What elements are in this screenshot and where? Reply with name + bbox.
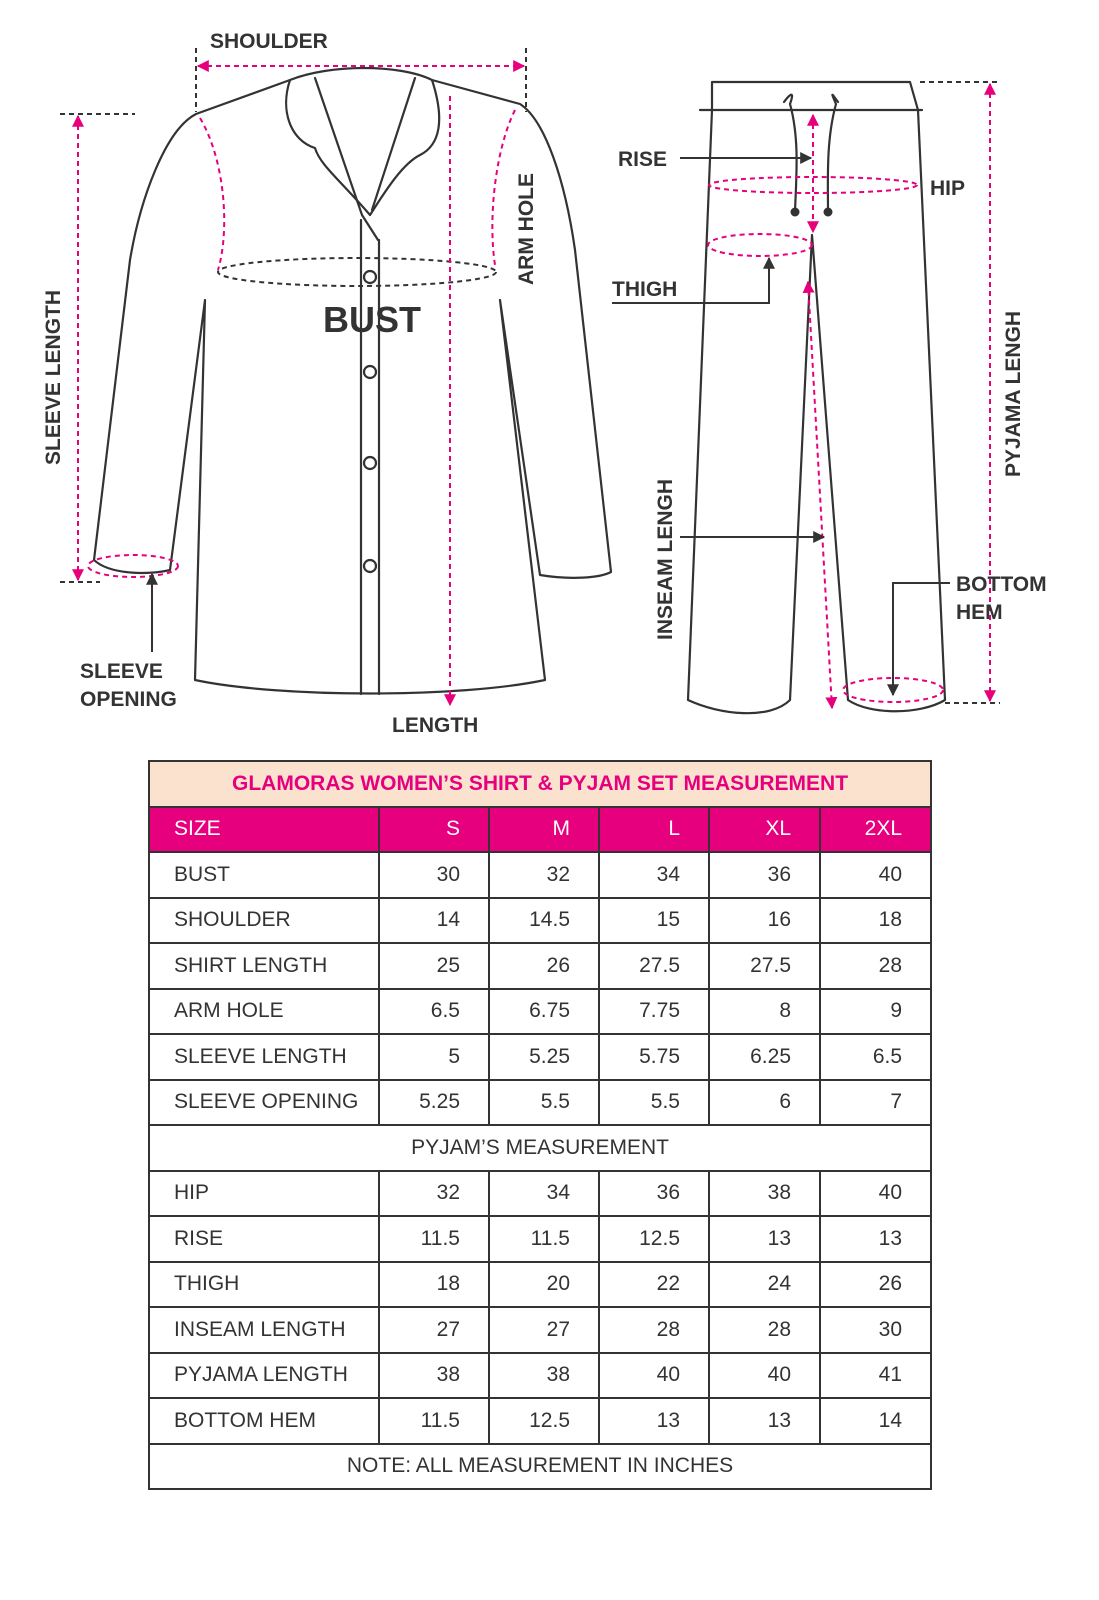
measurement-value-cell: 8 [709,989,820,1035]
measurement-value-cell: 6.25 [709,1034,820,1080]
thigh-label: THIGH [612,278,678,301]
measurement-value-cell: 26 [489,943,599,989]
measurement-value-cell: 40 [599,1353,709,1399]
measurement-value-cell: 40 [820,1171,931,1217]
table-row [149,1034,931,1080]
table-header-row [149,807,931,853]
measurement-value-cell: 12.5 [599,1216,709,1262]
table-row [149,1080,931,1126]
arm-hole-label: ARM HOLE [515,173,538,285]
shirt-lapel-right [372,78,415,210]
measurement-value-cell: 30 [379,852,489,898]
measurement-value-cell: 6.5 [820,1034,931,1080]
table-row [149,943,931,989]
measurement-value-cell: 26 [820,1262,931,1308]
measurement-value-cell: 38 [379,1353,489,1399]
button [364,366,376,378]
table-title: GLAMORAS WOMEN’S SHIRT & PYJAM SET MEASUREMENT [149,761,931,807]
header-size: SIZE [149,807,379,853]
measurement-value-cell: 30 [820,1307,931,1353]
measurement-value-cell: 38 [489,1353,599,1399]
measurement-value-cell: 5.5 [489,1080,599,1126]
table-row [149,1171,931,1217]
table-row [149,1353,931,1399]
header-2xl: 2XL [820,807,931,853]
measurement-value-cell: 36 [709,852,820,898]
measurement-diagram [0,0,1099,760]
measurement-value-cell: 28 [599,1307,709,1353]
measurement-value-cell: 5.75 [599,1034,709,1080]
drawstring-left [784,95,797,212]
button [364,560,376,572]
header-m: M [489,807,599,853]
measurement-value-cell: 13 [599,1398,709,1444]
inseam-length-label: INSEAM LENGH [654,478,677,640]
table-row [149,989,931,1035]
bottom-hem-label-2: HEM [956,601,1003,624]
measurement-name-cell: HIP [149,1171,379,1217]
measurement-name-cell: SHOULDER [149,898,379,944]
measurement-value-cell: 28 [709,1307,820,1353]
table-row [149,1307,931,1353]
measurement-name-cell: SHIRT LENGTH [149,943,379,989]
hip-label: HIP [930,177,966,200]
measurement-name-cell: THIGH [149,1262,379,1308]
measurement-value-cell: 13 [709,1398,820,1444]
measurement-value-cell: 6 [709,1080,820,1126]
measurement-value-cell: 28 [820,943,931,989]
measurement-value-cell: 7.75 [599,989,709,1035]
measurement-value-cell: 16 [709,898,820,944]
measurement-value-cell: 14 [820,1398,931,1444]
sleeve-length-label: SLEEVE LENGTH [42,289,65,465]
measurement-value-cell: 14.5 [489,898,599,944]
measurement-value-cell: 5.5 [599,1080,709,1126]
measurement-name-cell: PYJAMA LENGTH [149,1353,379,1399]
table-title-row [149,761,931,807]
measurement-name-cell: SLEEVE OPENING [149,1080,379,1126]
measurement-value-cell: 27.5 [709,943,820,989]
measurement-name-cell: INSEAM LENGTH [149,1307,379,1353]
drawstring-right [828,95,838,212]
measurement-value-cell: 34 [599,852,709,898]
shirt-collar-outline [286,68,439,215]
header-s: S [379,807,489,853]
measurement-value-cell: 40 [820,852,931,898]
header-l: L [599,807,709,853]
table-row [149,1216,931,1262]
table-row [149,1262,931,1308]
measurement-value-cell: 14 [379,898,489,944]
measurement-value-cell: 6.75 [489,989,599,1035]
shoulder-label: SHOULDER [210,30,328,53]
measurement-value-cell: 38 [709,1171,820,1217]
sleeve-opening-label-2: OPENING [80,688,177,711]
measurement-value-cell: 5.25 [379,1080,489,1126]
rise-label: RISE [618,148,668,171]
measurement-value-cell: 24 [709,1262,820,1308]
measurement-value-cell: 41 [820,1353,931,1399]
length-label: LENGTH [392,714,479,737]
measurement-name-cell: RISE [149,1216,379,1262]
table-row [149,1398,931,1444]
measurement-value-cell: 27.5 [599,943,709,989]
pyjama-section-label-row [149,1125,931,1171]
measurement-value-cell: 5.25 [489,1034,599,1080]
drawstring-end [824,208,833,217]
measurement-name-cell: BOTTOM HEM [149,1398,379,1444]
pyjama-length-label: PYJAMA LENGH [1002,310,1025,477]
measurement-note-row [149,1444,931,1490]
armhole-right-marker [492,110,515,265]
measurement-value-cell: 40 [709,1353,820,1399]
shirt-body-outline [94,80,611,694]
sleeve-opening-label-1: SLEEVE [80,660,163,683]
measurement-value-cell: 13 [820,1216,931,1262]
measurement-value-cell: 11.5 [489,1216,599,1262]
measurement-value-cell: 6.5 [379,989,489,1035]
measurement-value-cell: 22 [599,1262,709,1308]
measurement-value-cell: 32 [379,1171,489,1217]
measurement-value-cell: 34 [489,1171,599,1217]
bottom-hem-label-1: BOTTOM [956,573,1047,596]
measurement-value-cell: 12.5 [489,1398,599,1444]
measurement-value-cell: 25 [379,943,489,989]
shirt-lapel-left [315,78,378,240]
size-chart-table [148,760,932,1490]
measurement-value-cell: 18 [379,1262,489,1308]
measurement-value-cell: 11.5 [379,1216,489,1262]
measurement-value-cell: 5 [379,1034,489,1080]
pyjama-section-label: PYJAM’S MEASUREMENT [149,1125,931,1171]
measurement-value-cell: 18 [820,898,931,944]
measurement-value-cell: 9 [820,989,931,1035]
measurement-note: NOTE: ALL MEASUREMENT IN INCHES [149,1444,931,1490]
measurement-name-cell: BUST [149,852,379,898]
measurement-value-cell: 20 [489,1262,599,1308]
button [364,457,376,469]
table-row [149,852,931,898]
measurement-value-cell: 11.5 [379,1398,489,1444]
measurement-value-cell: 32 [489,852,599,898]
armhole-left-marker [200,118,224,270]
thigh-ellipse [708,234,812,256]
measurement-value-cell: 36 [599,1171,709,1217]
measurement-value-cell: 27 [489,1307,599,1353]
pyjama-illustration [612,82,1047,713]
bust-ellipse [218,258,496,286]
measurement-name-cell: SLEEVE LENGTH [149,1034,379,1080]
shirt-illustration [42,30,611,737]
measurement-value-cell: 27 [379,1307,489,1353]
measurement-value-cell: 7 [820,1080,931,1126]
bust-label: BUST [323,299,421,340]
table-row [149,898,931,944]
measurement-value-cell: 15 [599,898,709,944]
drawstring-end [791,208,800,217]
button [364,271,376,283]
measurement-name-cell: ARM HOLE [149,989,379,1035]
header-xl: XL [709,807,820,853]
measurement-value-cell: 13 [709,1216,820,1262]
